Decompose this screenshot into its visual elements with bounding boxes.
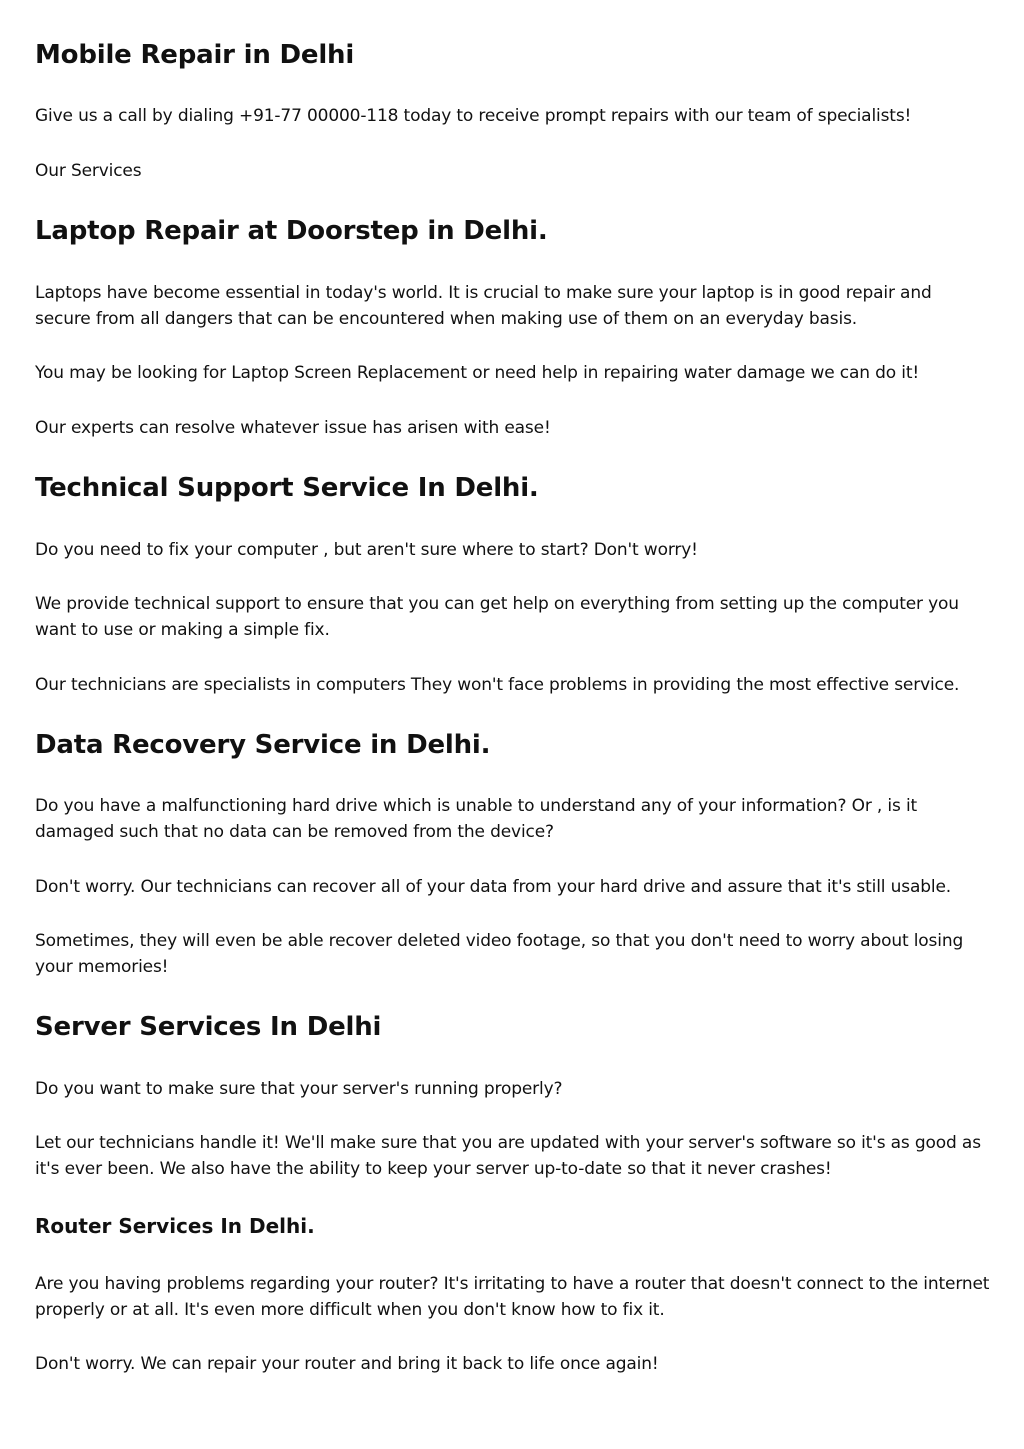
tech-support-paragraph-2: We provide technical support to ensure that you can get help on everything from setting up the computer you want to use or making a simple fix. [35, 594, 959, 640]
laptop-paragraph-3: Our experts can resolve whatever issue has arisen with ease! [35, 418, 551, 438]
data-recovery-paragraph-2: Don't worry. Our technicians can recover all of your data from your hard drive and assure that it's still usable. [35, 877, 952, 897]
intro-text: Give us a call by dialing +91-77 00000-118 today to receive prompt repairs with our team of specialists! [35, 106, 912, 126]
server-paragraph-1: Do you want to make sure that your server's running properly? [35, 1079, 563, 1099]
page-title: Mobile Repair in Delhi [35, 40, 355, 70]
router-paragraph-1: Are you having problems regarding your router? It's irritating to have a router that doesn't connect to the internet properly or at all. It's even more difficult when you don't know how to fix it. [35, 1274, 990, 1320]
services-label: Our Services [35, 161, 142, 181]
data-recovery-heading: Data Recovery Service in Delhi. [35, 730, 491, 760]
tech-support-heading: Technical Support Service In Delhi. [35, 473, 539, 503]
server-heading: Server Services In Delhi [35, 1012, 382, 1042]
laptop-heading: Laptop Repair at Doorstep in Delhi. [35, 216, 548, 246]
laptop-paragraph-1: Laptops have become essential in today's world. It is crucial to make sure your laptop is in good repair and secure from all dangers that can be encountered when making use of them on an everyday basis. [35, 283, 932, 329]
router-paragraph-2: Don't worry. We can repair your router and bring it back to life once again! [35, 1354, 659, 1374]
data-recovery-paragraph-3: Sometimes, they will even be able recover deleted video footage, so that you don't need to worry about losing your memories! [35, 931, 964, 977]
tech-support-paragraph-3: Our technicians are specialists in computers They won't face problems in providing the most effective service. [35, 675, 960, 695]
server-paragraph-2: Let our technicians handle it! We'll make sure that you are updated with your server's software so it's as good as it's ever been. We also have the ability to keep your server up-to-date so that it never crashes! [35, 1133, 981, 1179]
data-recovery-paragraph-1: Do you have a malfunctioning hard drive which is unable to understand any of your information? Or , is it damaged such that no data can be removed from the device? [35, 796, 918, 842]
laptop-paragraph-2: You may be looking for Laptop Screen Replacement or need help in repairing water damage we can do it! [35, 363, 919, 383]
router-heading: Router Services In Delhi. [35, 1214, 315, 1238]
tech-support-paragraph-1: Do you need to fix your computer , but aren't sure where to start? Don't worry! [35, 540, 698, 560]
